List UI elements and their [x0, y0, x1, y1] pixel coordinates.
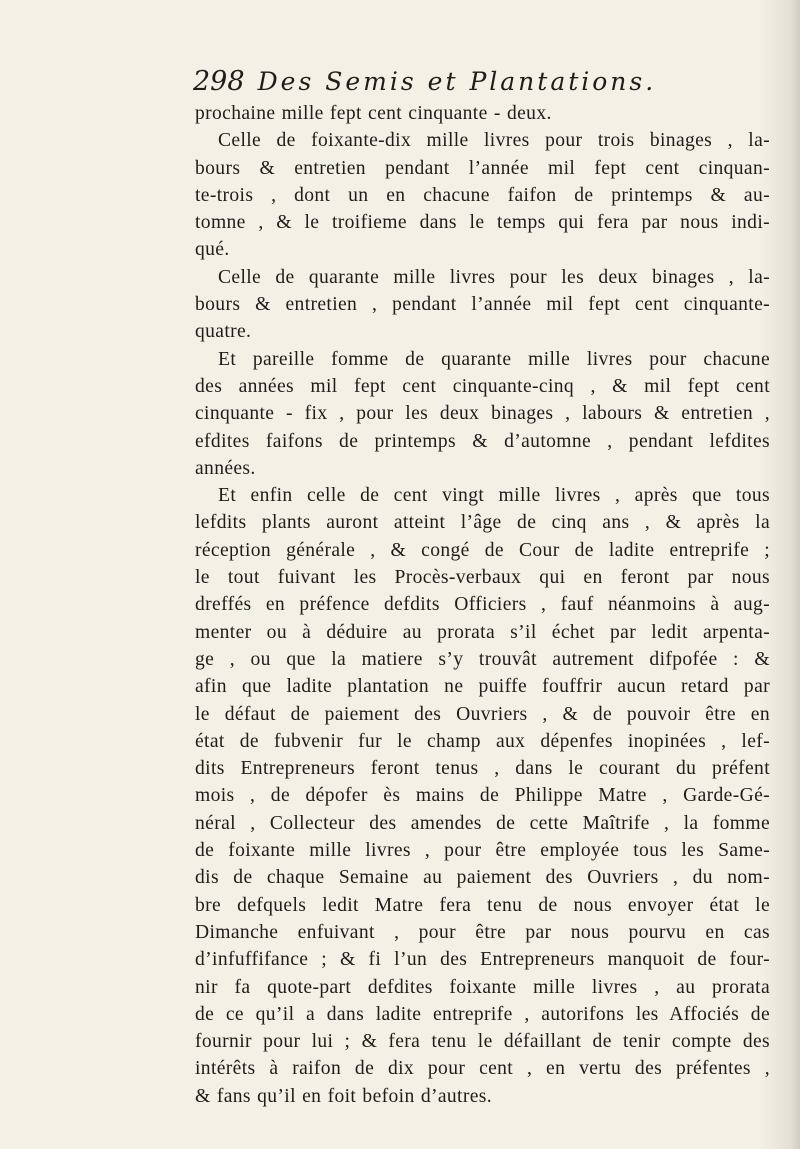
- text-line: de ce qu’il a dans ladite entreprife , autorifons les Affociés de: [195, 1003, 770, 1025]
- text-line: & fans qu’il en foit befoin d’autres.: [195, 1085, 492, 1107]
- text-line: qué.: [195, 239, 230, 261]
- text-line: dreffés en préfence defdits Officiers , fauf néanmoins à aug-: [195, 594, 770, 616]
- text-line: efdites faifons de printemps & d’automne , pendant lefdites: [195, 430, 770, 452]
- text-line: néral , Collecteur des amendes de cette Maîtrife , la fomme: [195, 812, 770, 834]
- text-line: mois , de dépofer ès mains de Philippe Matre , Garde-Gé-: [195, 785, 770, 807]
- text-line: tomne , & le troifieme dans le temps qui fera par nous indi-: [195, 212, 770, 234]
- text-line: menter ou à déduire au prorata s’il échet par ledit arpenta-: [195, 621, 770, 643]
- text-line: prochaine mille fept cent cinquante - deux.: [195, 103, 552, 124]
- text-line: bours & entretien , pendant l’année mil fept cent cinquante-: [195, 294, 770, 316]
- text-line: ge , ou que la matiere s’y trouvât autrement difpofée : &: [195, 648, 770, 670]
- text-line: d’infuffifance ; & fi l’un des Entrepreneurs manquoit de four-: [195, 949, 770, 971]
- text-line: le tout fuivant les Procès-verbaux qui en feront par nous: [195, 567, 770, 589]
- text-body: [195, 100, 770, 1110]
- text-line: bours & entretien pendant l’année mil fept cent cinquan-: [195, 157, 770, 179]
- running-head: Des Semis et Plantations.: [257, 67, 657, 96]
- text-line: Dimanche enfuivant , pour être par nous pourvu en cas: [195, 921, 770, 943]
- text-line: nir fa quote-part defdites foixante mille livres , au prorata: [195, 976, 770, 998]
- text-line: Et enfin celle de cent vingt mille livres , après que tous: [218, 485, 770, 507]
- text-line: le défaut de paiement des Ouvriers , & de pouvoir être en: [195, 703, 770, 725]
- text-line: réception générale , & congé de Cour de ladite entreprife ;: [195, 539, 770, 561]
- text-line: bre defquels ledit Matre fera tenu de nous envoyer état le: [195, 894, 770, 916]
- paragraph: [195, 100, 770, 127]
- text-line: Et pareille fomme de quarante mille livres pour chacune: [218, 348, 770, 370]
- paragraph: [195, 127, 770, 263]
- text-line: années.: [195, 457, 256, 479]
- text-line: afin que ladite plantation ne puiffe fouffrir aucun retard par: [195, 676, 770, 698]
- paragraph: [195, 346, 770, 482]
- text-line: dis de chaque Semaine au paiement des Ouvriers , du nom-: [195, 867, 770, 889]
- text-line: des années mil fept cent cinquante-cinq , & mil fept cent: [195, 375, 770, 397]
- text-line: de foixante mille livres , pour être employée tous les Same-: [195, 840, 770, 862]
- text-line: lefdits plants auront atteint l’âge de cinq ans , & après la: [195, 512, 770, 534]
- text-line: cinquante - fix , pour les deux binages , labours & entretien ,: [195, 403, 770, 425]
- text-line: intérêts à raifon de dix pour cent , en vertu des préfentes ,: [195, 1058, 770, 1080]
- text-line: fournir pour lui ; & fera tenu le défaillant de tenir compte des: [195, 1031, 770, 1053]
- paragraph: [195, 482, 770, 1110]
- page-number: 298: [193, 66, 245, 97]
- paragraph: [195, 264, 770, 346]
- text-line: te-trois , dont un en chacune faifon de printemps & au-: [195, 184, 770, 206]
- text-line: quatre.: [195, 321, 252, 343]
- text-line: dits Entrepreneurs feront tenus , dans le courant du préfent: [195, 758, 770, 780]
- text-line: Celle de quarante mille livres pour les deux binages , la-: [218, 266, 770, 288]
- text-line: état de fubvenir fur le champ aux dépenfes inopinées , lef-: [195, 730, 770, 752]
- text-line: Celle de foixante-dix mille livres pour trois binages , la-: [218, 130, 770, 152]
